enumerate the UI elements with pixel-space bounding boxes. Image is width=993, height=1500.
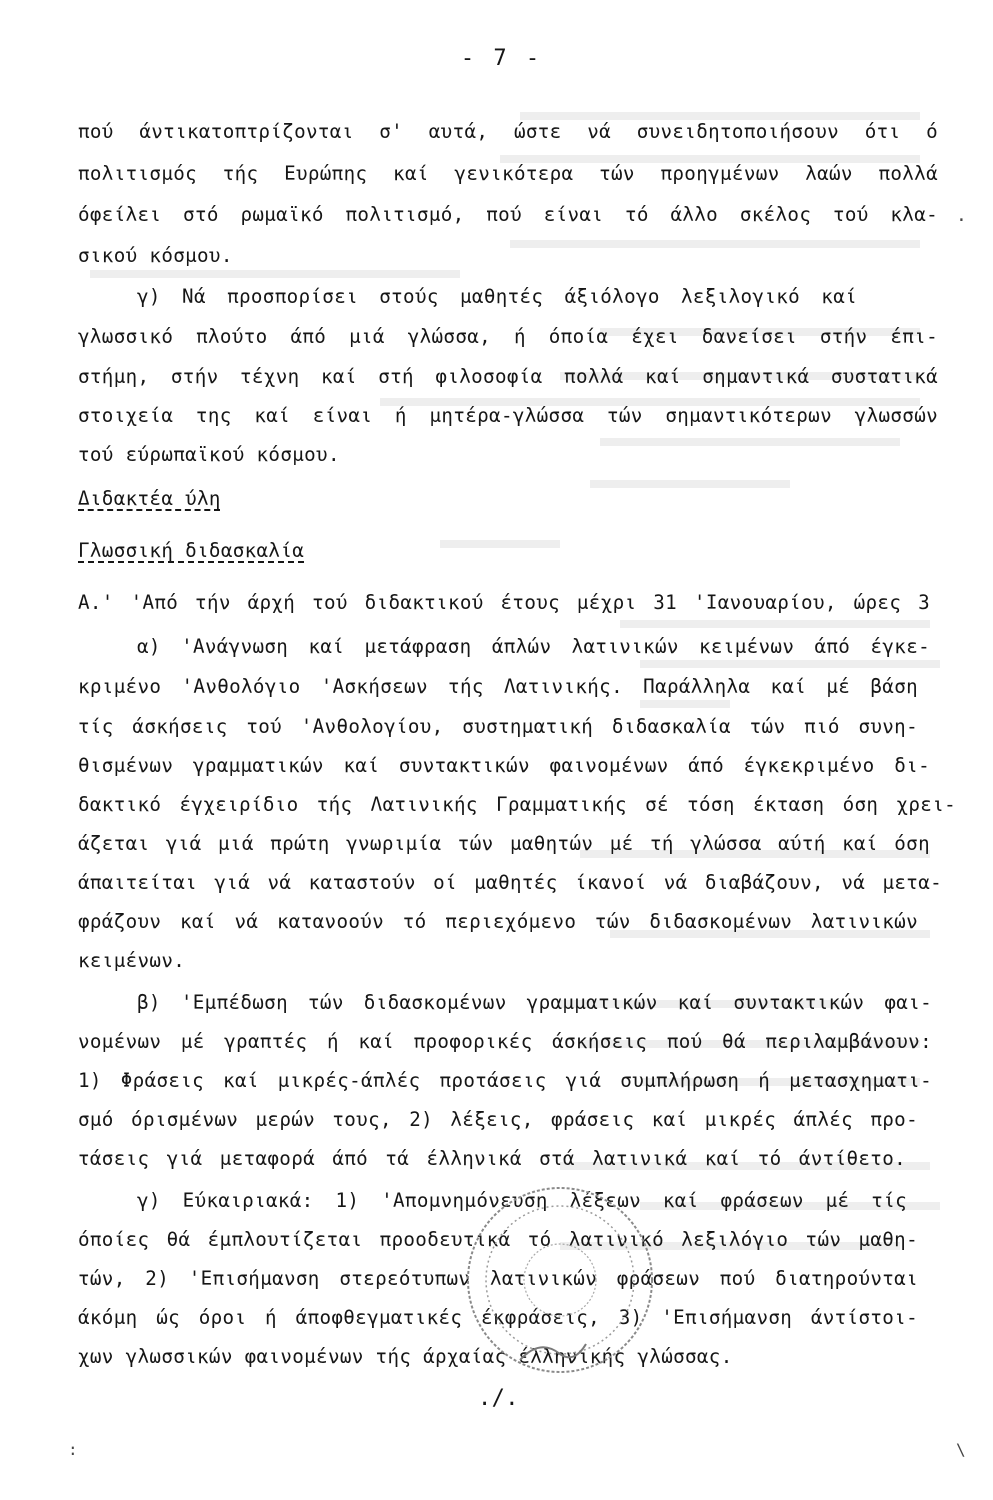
text-line: δακτικό έγχειρίδιο τής Λατινικής Γραμματικής σέ τόση έκταση όση χρει- bbox=[78, 793, 956, 816]
text-line: πού άντικατοπτρίζονται σ' αυτά, ώστε νά συνειδητοποιήσουν ότι ό bbox=[78, 120, 938, 143]
text-line: σμό όρισμένων μερών τους, 2) λέξεις, φράσεις καί μικρές άπλές προ- bbox=[78, 1108, 918, 1131]
page-number: - 7 - bbox=[460, 46, 543, 71]
text-line: όποίες θά έμπλουτίζεται προοδευτικά τό λατινικό λεξιλόγιο τών μαθη- bbox=[78, 1228, 918, 1251]
margin-tick: \ bbox=[956, 1440, 966, 1459]
margin-tick: : bbox=[68, 1440, 78, 1459]
text-line: τάσεις γιά μεταφορά άπό τά έλληνικά στά λατινικά καί τό άντίθετο. bbox=[78, 1147, 906, 1170]
text-line: κειμένων. bbox=[78, 949, 186, 972]
text-line: θισμένων γραμματικών καί συντακτικών φαινομένων άπό έγκεκριμένο δι- bbox=[78, 754, 930, 777]
text-line: β) 'Εμπέδωση τών διδασκομένων γραμματικών καί συντακτικών φαι- bbox=[137, 991, 932, 1014]
text-line: όφείλει στό ρωμαϊκό πολιτισμό, πού είναι τό άλλο σκέλος τού κλα- bbox=[78, 203, 938, 226]
margin-tick: . bbox=[956, 205, 967, 226]
text-line: α) 'Ανάγνωση καί μετάφραση άπλών λατινικών κειμένων άπό έγκε- bbox=[137, 635, 930, 658]
text-line: φράζουν καί νά κατανοούν τό περιεχόμενο τών διδασκομένων λατινικών bbox=[78, 910, 918, 933]
text-line: κριμένο 'Ανθολόγιο 'Ασκήσεων τής Λατινικής. Παράλληλα καί μέ βάση bbox=[78, 675, 918, 698]
text-line: άζεται γιά μιά πρώτη γνωριμία τών μαθητών μέ τή γλώσσα αύτή καί όση bbox=[78, 832, 930, 855]
text-line: γ) Νά προσπορίσει στούς μαθητές άξιόλογο λεξιλογικό καί bbox=[137, 285, 857, 308]
text-line: άπαιτείται γιά νά καταστούν οί μαθητές ίκανοί νά διαβάζουν, νά μετα- bbox=[78, 871, 942, 894]
text-line: γ) Εύκαιριακά: 1) 'Απομνημόνευση λέξεων καί φράσεων μέ τίς bbox=[137, 1189, 907, 1212]
text-line: 1) Φράσεις καί μικρές-άπλές προτάσεις γιά συμπλήρωση ή μετασχηματι- bbox=[78, 1069, 932, 1092]
text-line: γλωσσικό πλούτο άπό μιά γλώσσα, ή όποία έχει δανείσει στήν έπι- bbox=[78, 325, 938, 348]
text-line: στοιχεία της καί είναι ή μητέρα-γλώσσα τών σημαντικότερων γλωσσών bbox=[78, 404, 938, 427]
text-line: χων γλωσσικών φαινομένων τής άρχαίας έλληνικής γλώσσας. bbox=[78, 1345, 733, 1368]
text-line: τών, 2) 'Επισήμανση στερεότυπων λατινικών φράσεων πού διατηρούνται bbox=[78, 1267, 918, 1290]
official-stamp bbox=[460, 1180, 660, 1380]
text-line: πολιτισμός τής Ευρώπης καί γενικότερα τών προηγμένων λαών πολλά bbox=[78, 162, 938, 185]
text-line: νομένων μέ γραπτές ή καί προφορικές άσκήσεις πού θά περιλαμβάνουν: bbox=[78, 1030, 932, 1053]
text-line: στήμη, στήν τέχνη καί στή φιλοσοφία πολλά καί σημαντικά συστατικά bbox=[78, 365, 938, 388]
end-mark: ./. bbox=[478, 1386, 519, 1411]
text-line: σικού κόσμου. bbox=[78, 244, 233, 267]
text-line: άκόμη ώς όροι ή άποφθεγματικές έκφράσεις, 3) 'Επισήμανση άντίστοι- bbox=[78, 1306, 918, 1329]
section-a-title: Α.' 'Από τήν άρχή τού διδακτικού έτους μέχρι 31 'Ιανουαρίου, ώρες 3 bbox=[78, 591, 930, 614]
text-line: τού εύρωπαϊκού κόσμου. bbox=[78, 443, 340, 466]
heading-didaktea-yli: Διδακτέα ύλη bbox=[78, 487, 221, 510]
heading-glossiki-didaskalia: Γλωσσική διδασκαλία bbox=[78, 539, 305, 562]
text-line: τίς άσκήσεις τού 'Ανθολογίου, συστηματική διδασκαλία τών πιό συνη- bbox=[78, 715, 918, 738]
